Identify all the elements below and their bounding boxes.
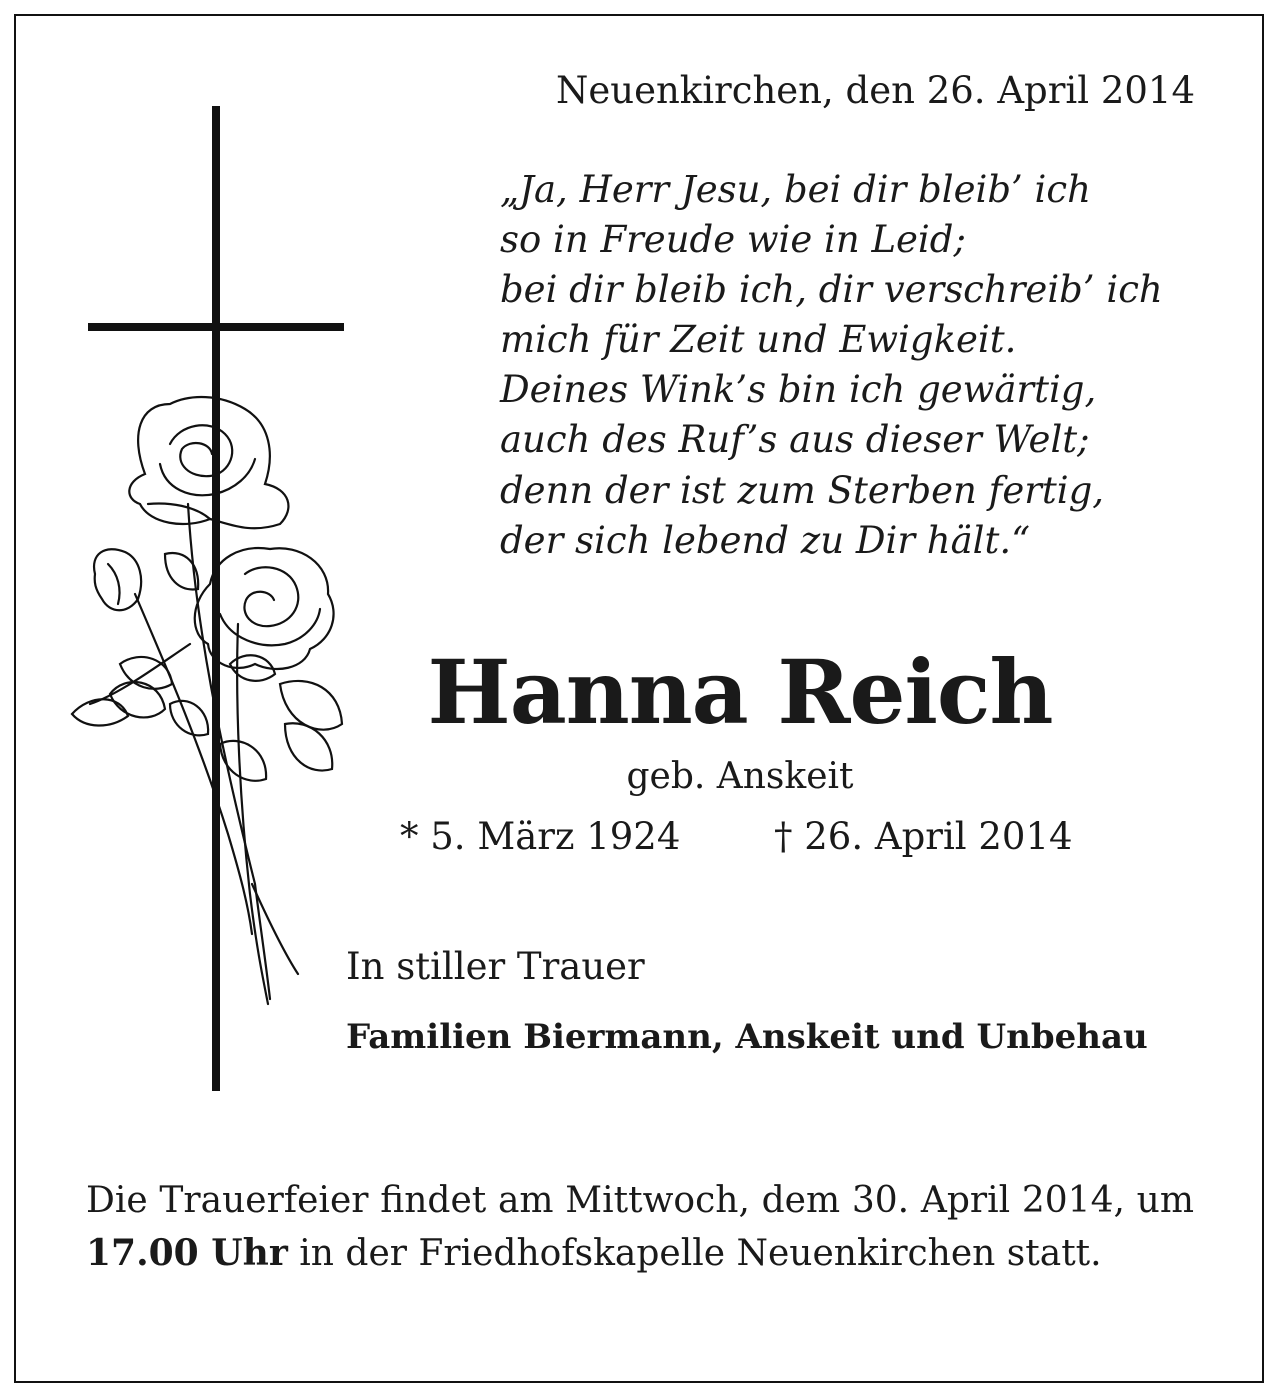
poem-line: so in Freude wie in Leid; [500, 218, 966, 262]
poem-line: Deines Wink’s bin ich gewärtig, [500, 368, 1097, 412]
poem-line: auch des Ruf’s aus dieser Welt; [500, 418, 1090, 462]
roses-icon [72, 397, 342, 1004]
poem-line: denn der ist zum Sterben fertig, [500, 468, 1105, 512]
service-info [86, 1175, 1194, 1280]
service-text-part1: Die Trauerfeier findet am Mittwoch, dem 30. April 2014, um [86, 1180, 1194, 1221]
poem-line: bei dir bleib ich, dir verschreib’ ich [500, 268, 1163, 312]
poem-line: „Ja, Herr Jesu, bei dir bleib’ ich [500, 168, 1091, 211]
poem-line: mich für Zeit und Ewigkeit. [500, 318, 1017, 362]
service-text-part2: in der Friedhofskapelle Neuenkirchen statt. [299, 1233, 1102, 1274]
families: Familien Biermann, Anskeit und Unbehau [346, 1017, 1148, 1057]
place-date: Neuenkirchen, den 26. April 2014 [555, 69, 1195, 112]
poem-line: der sich lebend zu Dir hält.“ [500, 518, 1031, 562]
maiden-name: geb. Anskeit [626, 756, 854, 797]
cross-with-roses-illustration [70, 104, 360, 1094]
birth-date: * 5. März 1924 [400, 815, 681, 858]
mourning-text: In stiller Trauer [346, 945, 645, 988]
death-date: † 26. April 2014 [774, 815, 1073, 858]
cross-icon [88, 106, 344, 1091]
service-time: 17.00 Uhr [86, 1232, 288, 1274]
poem [500, 165, 1163, 566]
deceased-name: Hanna Reich [427, 640, 1053, 744]
